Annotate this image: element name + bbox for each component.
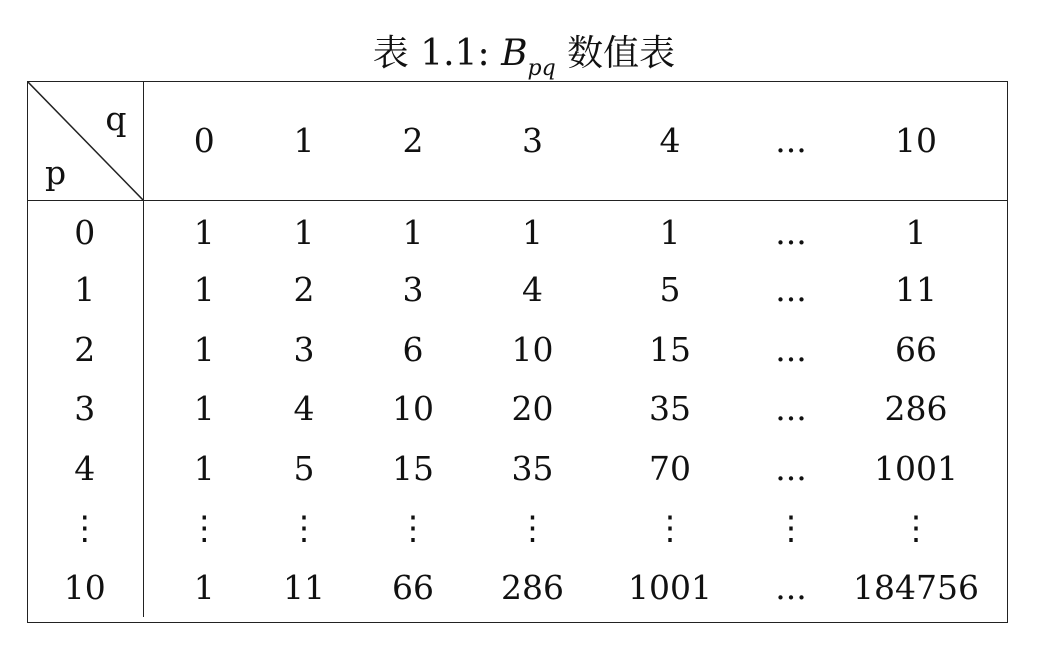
table-row <box>27 379 1008 439</box>
table-cell: 3 <box>293 329 315 369</box>
table-row <box>27 498 1008 558</box>
row-header: 1 <box>27 260 143 320</box>
table-cell: 1001 <box>874 448 958 488</box>
table-cell: 66 <box>392 567 434 607</box>
table-cell: 184756 <box>853 567 979 607</box>
table-cell: 1 <box>193 567 215 607</box>
col-header: 10 <box>895 121 937 160</box>
table-cell: 3 <box>402 270 424 310</box>
table-cell: 4 <box>293 389 315 429</box>
row-header: ⋮ <box>27 498 143 558</box>
table-row <box>27 558 1008 618</box>
table-cell: 1 <box>905 213 927 252</box>
table-cell: ... <box>775 389 807 429</box>
table-cell: 1 <box>193 270 215 310</box>
table-cell: ⋮ <box>899 508 933 548</box>
table-cell: 11 <box>895 270 937 310</box>
header-row <box>27 81 1008 201</box>
table-cell: 2 <box>293 270 315 310</box>
table-cell: ⋮ <box>774 508 808 548</box>
table-cell: ... <box>775 329 807 369</box>
bpq-table <box>27 81 1008 617</box>
table-cell: 1 <box>659 213 681 252</box>
col-header: 4 <box>659 121 681 160</box>
table-cell: ... <box>775 448 807 488</box>
table-cell: 1 <box>293 213 315 252</box>
table-cell: 6 <box>402 329 424 369</box>
row-header: 2 <box>27 320 143 380</box>
table-cell: 1 <box>193 448 215 488</box>
row-header: 10 <box>27 558 143 618</box>
table-cell: 11 <box>283 567 325 607</box>
table-cell: 1 <box>402 213 424 252</box>
corner-cell <box>27 81 143 201</box>
table-cell: 4 <box>522 270 543 310</box>
table-cell: ⋮ <box>287 508 321 548</box>
corner-row-label: p <box>45 153 67 192</box>
table-row <box>27 201 1008 261</box>
table-cell: ... <box>775 567 807 607</box>
table-cell: ... <box>775 213 807 252</box>
table-cell: 10 <box>392 389 434 429</box>
table-cell: ⋮ <box>653 508 687 548</box>
table-row <box>27 439 1008 499</box>
table-cell: 15 <box>392 448 434 488</box>
row-header: 4 <box>27 439 143 499</box>
table-cell: ⋮ <box>187 508 221 548</box>
table-cell: ... <box>775 270 807 310</box>
table-cell: 1 <box>522 213 543 252</box>
caption-suffix: 数值表 <box>567 33 676 74</box>
col-header: 3 <box>522 121 543 160</box>
table-cell: 70 <box>649 448 691 488</box>
table-cell: 5 <box>293 448 315 488</box>
table-row <box>27 260 1008 320</box>
caption-prefix: 表 1.1: <box>372 33 490 74</box>
table-cell: 1 <box>193 389 215 429</box>
table-cell: 5 <box>659 270 681 310</box>
corner-col-label: q <box>105 99 127 138</box>
col-header: 2 <box>402 121 424 160</box>
col-header: 1 <box>293 121 315 160</box>
table-cell: 35 <box>649 389 691 429</box>
table-cell: 66 <box>895 329 937 369</box>
table-cell: 35 <box>511 448 554 488</box>
table-cell: 20 <box>511 389 554 429</box>
col-header: 0 <box>193 121 215 160</box>
table-cell: 10 <box>511 329 554 369</box>
table-cell: 1001 <box>628 567 712 607</box>
table-row <box>27 320 1008 380</box>
table-cell: 1 <box>193 213 215 252</box>
caption-symbol: B <box>501 33 528 74</box>
row-header: 3 <box>27 379 143 439</box>
col-header: ... <box>775 121 807 160</box>
table-cell: 286 <box>884 389 948 429</box>
table-cell: ⋮ <box>516 508 549 548</box>
row-header: 0 <box>27 201 143 261</box>
table-cell: 286 <box>501 567 564 607</box>
table-cell: ⋮ <box>396 508 430 548</box>
table-cell: 15 <box>649 329 691 369</box>
caption-subscript: pq <box>527 56 556 81</box>
table-cell: 1 <box>193 329 215 369</box>
